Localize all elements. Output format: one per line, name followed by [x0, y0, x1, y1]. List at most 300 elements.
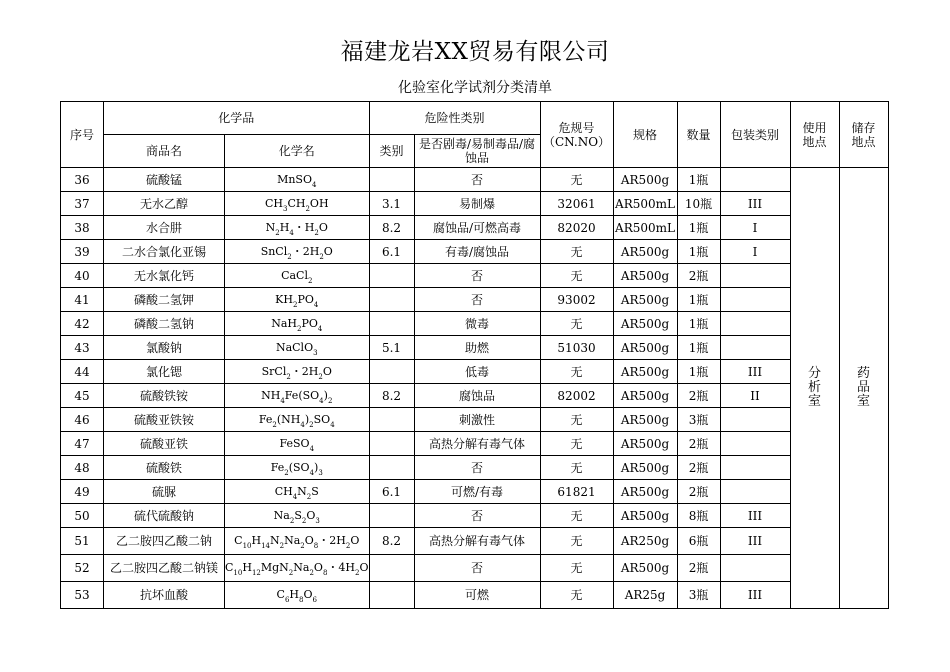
- cell-hazard-desc: 刺激性: [414, 408, 540, 432]
- cell-hazard-no: 93002: [540, 288, 613, 312]
- cell-hazard-desc: 微毒: [414, 312, 540, 336]
- cell-hazard-desc: 否: [414, 456, 540, 480]
- formula-text: O: [303, 588, 313, 601]
- cell-hazard-desc: 高热分解有毒气体: [414, 432, 540, 456]
- cell-qty: 1瓶: [677, 240, 720, 264]
- cell-hazard-class: 6.1: [369, 480, 414, 504]
- header-store-place-text: 储存地点: [851, 120, 876, 149]
- formula-subscript: 12: [251, 569, 261, 577]
- cell-hazard-no: 82002: [540, 384, 613, 408]
- cell-seq: 38: [61, 216, 104, 240]
- cell-trade-name: 二水合氯化亚锡: [104, 240, 225, 264]
- formula-text: Fe: [258, 412, 273, 426]
- header-use-place: [790, 102, 839, 168]
- header-hazard-no-sub: （CN.NO）: [542, 134, 611, 149]
- cell-store-place: [839, 168, 888, 609]
- formula-subscript: 2: [319, 252, 324, 261]
- cell-hazard-desc: 助燃: [414, 336, 540, 360]
- cell-trade-name: 硫代硫酸钠: [104, 504, 225, 528]
- cell-hazard-class: 6.1: [369, 240, 414, 264]
- formula-subscript: 10: [242, 542, 252, 550]
- header-pack: 包装类别: [720, 102, 790, 168]
- cell-seq: 36: [61, 168, 104, 192]
- cell-hazard-class: [369, 582, 414, 609]
- cell-use-place: [790, 168, 839, 609]
- cell-pack: I: [720, 216, 790, 240]
- cell-hazard-desc: 可燃: [414, 582, 540, 609]
- cell-pack: III: [720, 504, 790, 528]
- formula-text: ・H: [293, 220, 315, 234]
- cell-hazard-no: 无: [540, 408, 613, 432]
- formula-text: ・4H: [327, 561, 356, 574]
- header-seq: 序号: [61, 102, 104, 168]
- cell-trade-name: 硫酸亚铁: [104, 432, 225, 456]
- cell-spec: AR500g: [613, 168, 677, 192]
- cell-pack: [720, 312, 790, 336]
- cell-seq: 42: [61, 312, 104, 336]
- formula-subscript: 8: [299, 596, 304, 604]
- cell-chem-formula: [225, 192, 370, 216]
- formula-text: ): [304, 412, 310, 426]
- cell-hazard-desc: 低毒: [414, 360, 540, 384]
- formula-text: PO: [297, 292, 314, 306]
- cell-spec: AR500g: [613, 408, 677, 432]
- formula-subscript: 3: [315, 516, 320, 525]
- cell-pack: [720, 408, 790, 432]
- table-row: [61, 192, 889, 216]
- cell-pack: III: [720, 528, 790, 555]
- formula-subscript: 8: [313, 542, 319, 550]
- formula-text: (NH: [276, 412, 301, 426]
- cell-hazard-class: [369, 504, 414, 528]
- cell-hazard-desc: 可燃/有毒: [414, 480, 540, 504]
- cell-qty: 1瓶: [677, 336, 720, 360]
- cell-chem-formula: [225, 432, 370, 456]
- formula-text: ・2H: [290, 364, 319, 378]
- cell-seq: 45: [61, 384, 104, 408]
- formula-subscript: 2: [307, 276, 313, 285]
- formula-text: H: [279, 220, 290, 234]
- cell-spec: AR500g: [613, 240, 677, 264]
- formula-subscript: 10: [233, 569, 243, 577]
- table-row: [61, 264, 889, 288]
- cell-qty: 2瓶: [677, 480, 720, 504]
- cell-pack: [720, 336, 790, 360]
- cell-hazard-class: 5.1: [369, 336, 414, 360]
- cell-spec: AR500g: [613, 555, 677, 582]
- cell-chem-formula: [225, 504, 370, 528]
- cell-pack: III: [720, 360, 790, 384]
- cell-hazard-no: 无: [540, 555, 613, 582]
- cell-chem-formula: [225, 216, 370, 240]
- cell-qty: 3瓶: [677, 582, 720, 609]
- formula-subscript: 2: [296, 324, 302, 333]
- formula-text: ): [314, 460, 319, 474]
- formula-subscript: 2: [309, 569, 314, 577]
- formula-subscript: 4: [309, 444, 315, 453]
- cell-hazard-desc: 否: [414, 168, 540, 192]
- cell-seq: 44: [61, 360, 104, 384]
- cell-trade-name: 硫脲: [104, 480, 225, 504]
- formula-text: OH: [309, 196, 329, 210]
- formula-subscript: 4: [319, 396, 324, 405]
- cell-hazard-class: [369, 360, 414, 384]
- formula-text: CH: [287, 196, 306, 210]
- formula-subscript: 2: [279, 542, 285, 550]
- cell-hazard-desc: 否: [414, 264, 540, 288]
- use-place-char: 室: [808, 394, 822, 409]
- formula-subscript: 2: [300, 542, 305, 550]
- formula-text: O: [350, 534, 360, 547]
- table-row: [61, 456, 889, 480]
- formula-text: S: [311, 484, 319, 498]
- use-place-char: 分: [808, 366, 822, 381]
- cell-hazard-class: [369, 288, 414, 312]
- formula-subscript: 2: [355, 569, 360, 577]
- cell-seq: 39: [61, 240, 104, 264]
- formula-subscript: 4: [289, 228, 294, 237]
- formula-subscript: 4: [280, 396, 285, 405]
- cell-trade-name: 水合肼: [104, 216, 225, 240]
- document-title: 福建龙岩XX贸易有限公司: [340, 39, 610, 65]
- cell-chem-formula: [225, 528, 370, 555]
- cell-trade-name: 抗坏血酸: [104, 582, 225, 609]
- formula-subscript: 2: [272, 420, 277, 429]
- cell-qty: 1瓶: [677, 360, 720, 384]
- cell-qty: 1瓶: [677, 288, 720, 312]
- table-row: [61, 240, 889, 264]
- formula-text: O: [304, 534, 314, 547]
- table-row: [61, 168, 889, 192]
- formula-text: SnCl: [260, 244, 288, 258]
- cell-spec: AR500g: [613, 456, 677, 480]
- header-use-place-text: 使用地点: [802, 120, 827, 149]
- formula-text: C: [225, 561, 234, 574]
- cell-hazard-no: 51030: [540, 336, 613, 360]
- formula-subscript: 2: [288, 569, 294, 577]
- cell-seq: 41: [61, 288, 104, 312]
- formula-text: N: [297, 484, 307, 498]
- formula-text: CH: [274, 484, 293, 498]
- cell-spec: AR500g: [613, 288, 677, 312]
- cell-chem-formula: [225, 288, 370, 312]
- header-chem-name: 化学名: [225, 135, 370, 168]
- cell-chem-formula: [225, 264, 370, 288]
- formula-text: N: [265, 220, 276, 234]
- cell-seq: 50: [61, 504, 104, 528]
- cell-trade-name: 氯化锶: [104, 360, 225, 384]
- cell-hazard-no: 32061: [540, 192, 613, 216]
- formula-subscript: 2: [318, 372, 323, 381]
- cell-pack: II: [720, 384, 790, 408]
- cell-spec: AR500g: [613, 480, 677, 504]
- cell-pack: [720, 555, 790, 582]
- cell-chem-formula: [225, 480, 370, 504]
- cell-qty: 2瓶: [677, 456, 720, 480]
- cell-hazard-class: [369, 312, 414, 336]
- cell-hazard-class: 8.2: [369, 528, 414, 555]
- cell-chem-formula: [225, 555, 370, 582]
- cell-chem-formula: [225, 384, 370, 408]
- cell-qty: 8瓶: [677, 504, 720, 528]
- cell-hazard-class: [369, 456, 414, 480]
- formula-subscript: 2: [284, 468, 289, 477]
- cell-trade-name: 乙二胺四乙酸二钠: [104, 528, 225, 555]
- header-hazard-no-label: 危规号: [558, 120, 595, 135]
- cell-hazard-no: 无: [540, 504, 613, 528]
- cell-trade-name: 乙二胺四乙酸二钠镁: [104, 555, 225, 582]
- cell-pack: [720, 168, 790, 192]
- formula-text: S: [294, 508, 302, 522]
- header-hazard-group: 危险性类别: [369, 102, 540, 135]
- cell-pack: [720, 264, 790, 288]
- cell-hazard-class: [369, 432, 414, 456]
- formula-subscript: 3: [282, 204, 288, 213]
- table-row: [61, 336, 889, 360]
- cell-trade-name: 硫酸铁: [104, 456, 225, 480]
- formula-text: NH: [261, 388, 281, 402]
- cell-seq: 43: [61, 336, 104, 360]
- cell-hazard-no: 无: [540, 582, 613, 609]
- formula-text: O: [322, 364, 332, 378]
- cell-spec: AR500g: [613, 264, 677, 288]
- formula-text: SO: [313, 412, 331, 426]
- header-qty: 数量: [677, 102, 720, 168]
- cell-hazard-class: [369, 264, 414, 288]
- formula-subscript: 2: [345, 542, 351, 550]
- cell-hazard-no: 无: [540, 240, 613, 264]
- formula-text: H: [289, 588, 300, 601]
- store-place-char: 药: [857, 366, 871, 381]
- cell-hazard-no: 无: [540, 168, 613, 192]
- formula-subscript: 6: [312, 596, 317, 604]
- formula-text: FeSO: [279, 436, 310, 450]
- cell-hazard-no: 61821: [540, 480, 613, 504]
- cell-hazard-no: 无: [540, 528, 613, 555]
- cell-seq: 46: [61, 408, 104, 432]
- formula-subscript: 3: [313, 348, 318, 357]
- cell-hazard-desc: 高热分解有毒气体: [414, 528, 540, 555]
- cell-hazard-class: [369, 168, 414, 192]
- cell-pack: III: [720, 582, 790, 609]
- cell-qty: 10瓶: [677, 192, 720, 216]
- header-spec: 规格: [613, 102, 677, 168]
- cell-qty: 1瓶: [677, 216, 720, 240]
- cell-hazard-no: 无: [540, 456, 613, 480]
- cell-hazard-no: 无: [540, 432, 613, 456]
- formula-text: PO: [301, 316, 318, 330]
- cell-pack: I: [720, 240, 790, 264]
- cell-seq: 52: [61, 555, 104, 582]
- formula-subscript: 2: [286, 372, 291, 381]
- store-place-char: 品: [857, 380, 871, 395]
- formula-text: C: [234, 534, 243, 547]
- formula-subscript: 4: [311, 180, 317, 189]
- cell-seq: 47: [61, 432, 104, 456]
- cell-pack: III: [720, 192, 790, 216]
- cell-hazard-class: [369, 555, 414, 582]
- table-row: [61, 504, 889, 528]
- formula-text: CaCl: [281, 268, 308, 282]
- cell-trade-name: 硫酸锰: [104, 168, 225, 192]
- formula-subscript: 2: [275, 228, 280, 237]
- formula-text: C: [276, 588, 285, 601]
- formula-text: O: [318, 220, 328, 234]
- cell-hazard-desc: 易制爆: [414, 192, 540, 216]
- cell-hazard-desc: 腐蚀品: [414, 384, 540, 408]
- formula-text: O: [359, 561, 369, 574]
- formula-subscript: 6: [284, 596, 290, 604]
- cell-spec: AR500g: [613, 432, 677, 456]
- formula-text: Fe: [270, 460, 285, 474]
- formula-text: ): [323, 388, 328, 402]
- formula-text: N: [270, 534, 280, 547]
- formula-subscript: 4: [300, 420, 305, 429]
- cell-trade-name: 无水乙醇: [104, 192, 225, 216]
- document-subtitle: 化验室化学试剂分类清单: [398, 80, 552, 96]
- cell-chem-formula: [225, 312, 370, 336]
- cell-seq: 37: [61, 192, 104, 216]
- cell-qty: 6瓶: [677, 528, 720, 555]
- cell-trade-name: 磷酸二氢钠: [104, 312, 225, 336]
- header-store-place: [839, 102, 888, 168]
- table-row: [61, 555, 889, 582]
- formula-text: ・2H: [291, 244, 320, 258]
- reagent-table: [60, 101, 889, 609]
- cell-spec: AR500g: [613, 312, 677, 336]
- cell-seq: 48: [61, 456, 104, 480]
- header-hazard-class: 类别: [369, 135, 414, 168]
- cell-seq: 49: [61, 480, 104, 504]
- cell-qty: 3瓶: [677, 408, 720, 432]
- table-row: [61, 384, 889, 408]
- formula-subscript: 2: [287, 252, 292, 261]
- formula-subscript: 2: [305, 204, 310, 213]
- header-hazard-desc: [414, 135, 540, 168]
- formula-text: NaH: [271, 316, 297, 330]
- cell-chem-formula: [225, 582, 370, 609]
- cell-hazard-no: 82020: [540, 216, 613, 240]
- formula-text: O: [306, 508, 316, 522]
- formula-text: ・2H: [318, 534, 346, 547]
- formula-text: NaClO: [275, 340, 314, 354]
- table-row: [61, 312, 889, 336]
- cell-spec: AR25g: [613, 582, 677, 609]
- cell-trade-name: 硫酸铁铵: [104, 384, 225, 408]
- formula-text: Fe(SO: [284, 388, 320, 402]
- cell-spec: AR500g: [613, 360, 677, 384]
- cell-trade-name: 氯酸钠: [104, 336, 225, 360]
- formula-text: MnSO: [277, 172, 312, 186]
- formula-subscript: 4: [309, 468, 315, 477]
- header-chem-group: 化学品: [104, 102, 370, 135]
- formula-subscript: 2: [289, 516, 295, 525]
- formula-subscript: 4: [330, 420, 335, 429]
- table-row: [61, 216, 889, 240]
- cell-chem-formula: [225, 360, 370, 384]
- formula-text: O: [313, 561, 323, 574]
- cell-chem-formula: [225, 456, 370, 480]
- formula-text: KH: [275, 292, 293, 306]
- formula-subscript: 3: [318, 468, 323, 477]
- formula-subscript: 4: [292, 492, 298, 501]
- cell-qty: 1瓶: [677, 312, 720, 336]
- cell-seq: 53: [61, 582, 104, 609]
- use-place-char: 析: [808, 380, 822, 395]
- formula-subscript: 8: [322, 569, 328, 577]
- cell-hazard-class: [369, 408, 414, 432]
- formula-subscript: 2: [309, 420, 314, 429]
- formula-subscript: 2: [301, 516, 307, 525]
- formula-subscript: 14: [261, 542, 271, 550]
- cell-chem-formula: [225, 240, 370, 264]
- cell-chem-formula: [225, 336, 370, 360]
- cell-seq: 40: [61, 264, 104, 288]
- cell-qty: 1瓶: [677, 168, 720, 192]
- formula-text: MgN: [260, 561, 289, 574]
- header-trade-name: 商品名: [104, 135, 225, 168]
- cell-trade-name: 无水氯化钙: [104, 264, 225, 288]
- cell-hazard-desc: 腐蚀品/可燃高毒: [414, 216, 540, 240]
- cell-seq: 51: [61, 528, 104, 555]
- cell-spec: AR500g: [613, 336, 677, 360]
- table-row: [61, 432, 889, 456]
- cell-hazard-desc: 否: [414, 555, 540, 582]
- header-hazard-desc-text: 是否剧毒/易制毒品/腐蚀品: [418, 137, 536, 165]
- cell-hazard-desc: 否: [414, 504, 540, 528]
- formula-text: Na: [273, 508, 290, 522]
- formula-subscript: 4: [317, 324, 323, 333]
- cell-pack: [720, 456, 790, 480]
- cell-qty: 2瓶: [677, 555, 720, 582]
- formula-subscript: 2: [327, 396, 333, 405]
- cell-hazard-class: 3.1: [369, 192, 414, 216]
- cell-pack: [720, 480, 790, 504]
- formula-text: CH: [264, 196, 283, 210]
- formula-text: Na: [293, 561, 310, 574]
- table-row: [61, 288, 889, 312]
- cell-spec: AR250g: [613, 528, 677, 555]
- cell-chem-formula: [225, 408, 370, 432]
- table-row: [61, 480, 889, 504]
- cell-spec: AR500g: [613, 504, 677, 528]
- table-row: [61, 360, 889, 384]
- formula-subscript: 4: [313, 300, 319, 309]
- table-row: [61, 528, 889, 555]
- cell-pack: [720, 288, 790, 312]
- formula-text: (SO: [288, 460, 310, 474]
- cell-spec: AR500g: [613, 384, 677, 408]
- cell-qty: 2瓶: [677, 264, 720, 288]
- formula-text: H: [251, 534, 262, 547]
- formula-text: O: [323, 244, 333, 258]
- store-place-char: 室: [857, 394, 871, 409]
- cell-pack: [720, 432, 790, 456]
- formula-text: SrCl: [261, 364, 287, 378]
- cell-qty: 2瓶: [677, 432, 720, 456]
- cell-chem-formula: [225, 168, 370, 192]
- formula-text: H: [242, 561, 252, 574]
- formula-subscript: 2: [306, 492, 312, 501]
- cell-hazard-desc: 否: [414, 288, 540, 312]
- cell-hazard-no: 无: [540, 264, 613, 288]
- cell-hazard-class: 8.2: [369, 216, 414, 240]
- cell-spec: AR500mL: [613, 216, 677, 240]
- formula-text: Na: [284, 534, 301, 547]
- table-row: [61, 408, 889, 432]
- cell-hazard-no: 无: [540, 312, 613, 336]
- cell-hazard-desc: 有毒/腐蚀品: [414, 240, 540, 264]
